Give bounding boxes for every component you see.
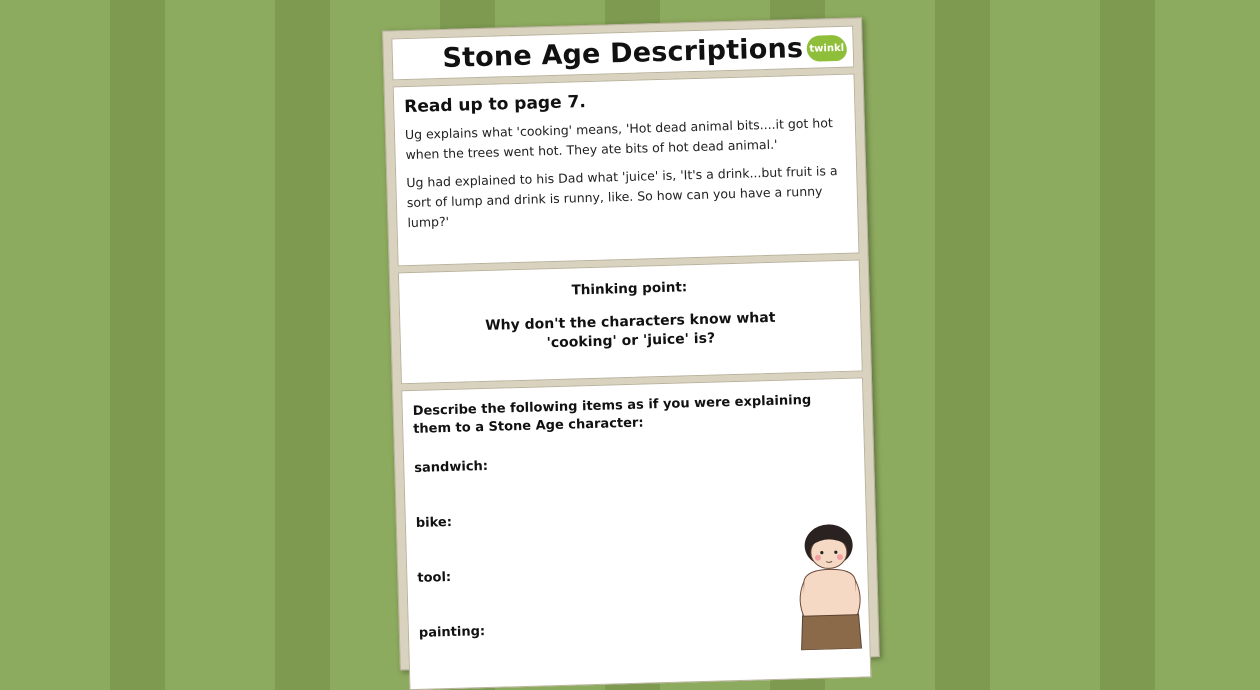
twinkl-logo: twinkl [806, 35, 847, 62]
reading-text [405, 113, 848, 233]
item-label-bike: bike: [415, 514, 453, 531]
describe-intro: Describe the following items as if you were explaining them to a Stone Age character: [412, 392, 812, 437]
item-label-tool: tool: [417, 569, 452, 586]
caveman-illustration [788, 518, 872, 650]
reading-panel [393, 74, 860, 267]
caveman-loincloth [801, 615, 862, 651]
title-panel [391, 26, 854, 81]
item-label-sandwich: sandwich: [414, 458, 489, 476]
worksheet [382, 17, 880, 670]
item-label-painting: painting: [418, 624, 486, 641]
thinking-question: Why don't the characters know what 'cooking' or 'juice' is? [484, 309, 776, 352]
reading-heading: Read up to page 7. [403, 92, 587, 118]
caveman-body [801, 569, 858, 621]
describe-panel [401, 377, 871, 690]
thinking-heading: Thinking point: [571, 279, 688, 299]
reading-paragraph: Ug explains what 'cooking' means, 'Hot dead animal bits....it got hot when the trees went hot. They ate bits of hot dead animal.' [404, 115, 833, 163]
thinking-panel [398, 259, 863, 384]
worksheet-title: Stone Age Descriptions [442, 32, 804, 74]
reading-paragraph: Ug had explained to his Dad what 'juice' is, 'It's a drink...but fruit is a sort of lump and drink is runny, like. So how can you have a runny lump?' [406, 163, 838, 231]
